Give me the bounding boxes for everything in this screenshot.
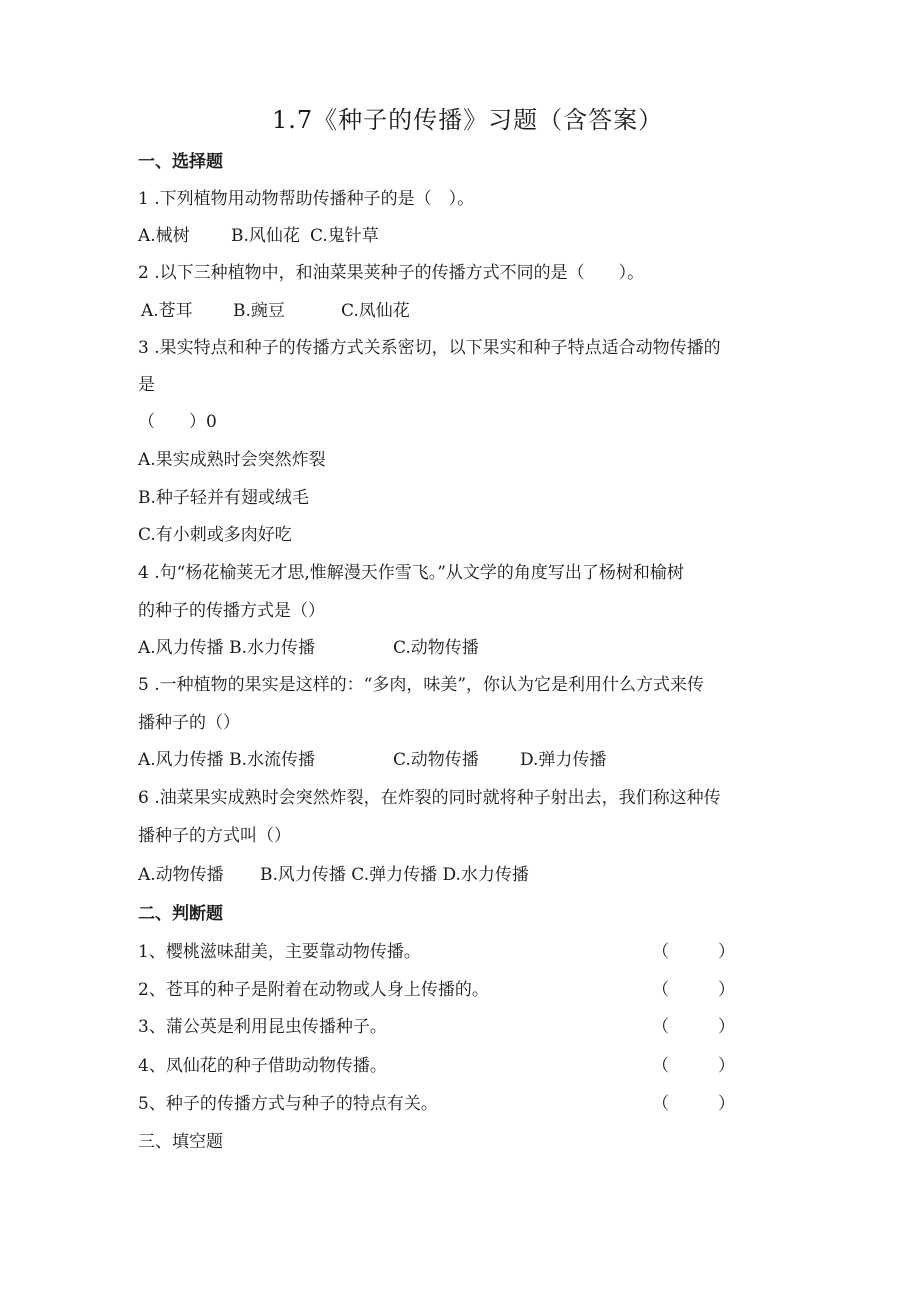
question-3-option-c: C.有小刺或多肉好吃	[138, 525, 292, 545]
question-4-options-ab: A.风力传播 B.水力传播	[138, 638, 315, 658]
judge-item-5-close-paren: ）	[718, 1094, 735, 1114]
question-3-stem-line-1: 3 .果实特点和种子的传播方式关系密切，以下果实和种子特点适合动物传播的	[138, 338, 721, 358]
judge-item-1: 1、樱桃滋味甜美，主要靠动物传播。	[138, 942, 421, 962]
section-heading-judge: 二、判断题	[138, 904, 223, 924]
judge-item-3: 3、蒲公英是利用昆虫传播种子。	[138, 1017, 387, 1037]
question-5-options-ab: A.风力传播 B.水流传播	[138, 750, 315, 770]
section-heading-fill: 三、填空题	[138, 1132, 223, 1152]
question-5-stem-line-1: 5 .一种植物的果实是这样的：“多肉，味美”，你认为它是利用什么方式来传	[138, 675, 705, 695]
question-6-stem-line-2: 播种子的方式叫（）	[138, 826, 291, 846]
page-title: 1.7《种子的传播》习题（含答案）	[272, 106, 664, 134]
judge-item-2-close-paren: ）	[718, 980, 735, 1000]
question-1-stem: 1 .下列植物用动物帮助传播种子的是（ ）。	[138, 189, 475, 209]
question-3-stem-line-2: 是	[138, 375, 155, 395]
question-5-option-c: C.动物传播	[393, 750, 479, 770]
question-2-stem: 2 .以下三种植物中，和油菜果荚种子的传播方式不同的是（ ）。	[138, 263, 645, 283]
question-4-option-c: C.动物传播	[393, 638, 479, 658]
judge-item-2: 2、苍耳的种子是附着在动物或人身上传播的。	[138, 980, 489, 1000]
question-2-option-a: A.苍耳	[141, 301, 193, 321]
judge-item-3-open-paren: （	[652, 1017, 669, 1037]
question-3-stem-line-3: （ ）0	[138, 412, 217, 432]
question-6-option-a: A.动物传播	[138, 865, 224, 885]
section-heading-choice: 一、选择题	[138, 152, 223, 172]
question-5-option-d: D.弹力传播	[520, 750, 607, 770]
question-4-stem-line-1: 4 .句“杨花榆荚无才思,惟解漫天作雪飞。”从文学的角度写出了杨树和榆树	[138, 563, 684, 583]
question-6-options-bcd: B.风力传播 C.弹力传播 D.水力传播	[260, 865, 529, 885]
question-3-option-a: A.果实成熟时会突然炸裂	[138, 450, 326, 470]
question-1-option-b: B.风仙花	[231, 226, 300, 246]
judge-item-4-close-paren: ）	[718, 1056, 735, 1076]
question-1-option-a: A.械树	[138, 226, 190, 246]
question-3-option-b: B.种子轻并有翅或绒毛	[138, 488, 309, 508]
judge-item-1-open-paren: （	[652, 942, 669, 962]
judge-item-5-open-paren: （	[652, 1094, 669, 1114]
judge-item-1-close-paren: ）	[718, 942, 735, 962]
question-6-stem-line-1: 6 .油菜果实成熟时会突然炸裂，在炸裂的同时就将种子射出去，我们称这种传	[138, 788, 721, 808]
judge-item-5: 5、种子的传播方式与种子的特点有关。	[138, 1094, 438, 1114]
judge-item-4: 4、凤仙花的种子借助动物传播。	[138, 1056, 387, 1076]
question-1-option-c: C.鬼针草	[310, 226, 379, 246]
question-4-stem-line-2: 的种子的传播方式是（）	[138, 601, 325, 621]
question-2-option-b: B.豌豆	[233, 301, 285, 321]
judge-item-2-open-paren: （	[652, 980, 669, 1000]
question-2-option-c: C.凤仙花	[341, 301, 410, 321]
judge-item-4-open-paren: （	[652, 1056, 669, 1076]
judge-item-3-close-paren: ）	[718, 1017, 735, 1037]
question-5-stem-line-2: 播种子的（）	[138, 713, 240, 733]
